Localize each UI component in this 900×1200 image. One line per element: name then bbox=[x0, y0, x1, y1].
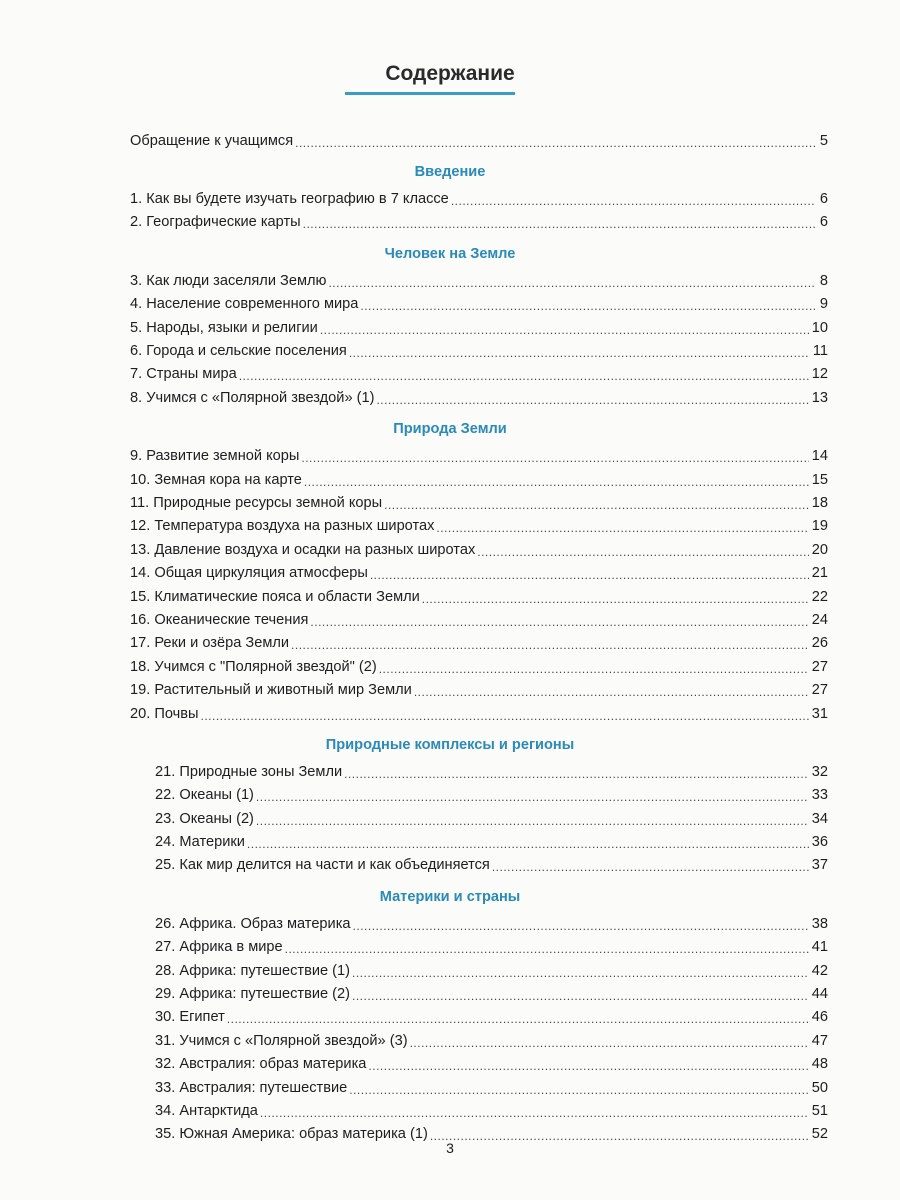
toc-section bbox=[0, 152, 900, 234]
toc-entry-page: 52 bbox=[811, 1126, 828, 1143]
toc-entry-label: 15. Климатические пояса и области Земли bbox=[130, 588, 420, 605]
dot-leader bbox=[368, 1060, 808, 1072]
toc-entry[interactable] bbox=[130, 293, 828, 316]
toc-entry[interactable] bbox=[155, 1099, 828, 1122]
toc-entry-page: 13 bbox=[811, 389, 828, 406]
toc-entry-label: 19. Растительный и животный мир Земли bbox=[130, 682, 412, 699]
dot-leader bbox=[285, 943, 809, 955]
toc-entry[interactable] bbox=[130, 491, 828, 514]
dot-leader bbox=[477, 546, 809, 558]
dot-leader bbox=[410, 1037, 809, 1049]
toc-entry-page: 37 bbox=[811, 857, 828, 874]
toc-entry-label: 34. Антарктида bbox=[155, 1102, 258, 1119]
toc-entry-page: 5 bbox=[819, 132, 828, 149]
dot-leader bbox=[379, 663, 809, 675]
toc-entry[interactable] bbox=[155, 854, 828, 877]
toc-entry[interactable] bbox=[155, 1006, 828, 1029]
toc-section bbox=[0, 410, 900, 726]
toc-entry[interactable] bbox=[130, 211, 828, 234]
toc-entry-label: Обращение к учащимся bbox=[130, 132, 294, 149]
toc-entry-label: 28. Африка: путешествие (1) bbox=[155, 962, 350, 979]
toc-entry-page: 27 bbox=[811, 682, 828, 699]
dot-leader bbox=[247, 838, 809, 850]
toc-entry-label: 27. Африка в мире bbox=[155, 939, 283, 956]
toc-entry-page: 11 bbox=[812, 343, 828, 360]
dot-leader bbox=[295, 137, 815, 149]
toc-entry-label: 29. Африка: путешествие (2) bbox=[155, 986, 350, 1003]
toc-entry-page: 18 bbox=[811, 494, 828, 511]
dot-leader bbox=[239, 370, 809, 382]
toc-entry-page: 51 bbox=[811, 1102, 828, 1119]
title-underline bbox=[345, 92, 515, 95]
toc-entry[interactable] bbox=[130, 561, 828, 584]
toc-entry[interactable] bbox=[130, 515, 828, 538]
toc-entry[interactable] bbox=[130, 585, 828, 608]
dot-leader bbox=[227, 1013, 809, 1025]
toc-entry-page: 10 bbox=[811, 319, 828, 336]
dot-leader bbox=[370, 569, 809, 581]
toc-entry-label: 18. Учимся с "Полярной звездой" (2) bbox=[130, 658, 377, 675]
toc-entry-page: 41 bbox=[811, 939, 828, 956]
toc-entry-page: 47 bbox=[811, 1032, 828, 1049]
section-heading: Природа Земли bbox=[393, 421, 507, 438]
dot-leader bbox=[301, 452, 808, 464]
dot-leader bbox=[344, 768, 809, 780]
toc-entry[interactable] bbox=[155, 1029, 828, 1052]
dot-leader bbox=[310, 616, 808, 628]
toc-entry[interactable] bbox=[130, 363, 828, 386]
toc-entry[interactable] bbox=[130, 538, 828, 561]
toc-entry-page: 32 bbox=[811, 763, 828, 780]
toc-entry-page: 24 bbox=[811, 611, 828, 628]
toc-entry[interactable] bbox=[130, 608, 828, 631]
toc-entry-page: 15 bbox=[811, 471, 828, 488]
dot-leader bbox=[451, 195, 815, 207]
section-heading: Введение bbox=[414, 163, 486, 180]
dot-leader bbox=[352, 990, 809, 1002]
toc-section bbox=[0, 725, 900, 877]
toc-entry-label: 4. Население современного мира bbox=[130, 296, 359, 313]
dot-leader bbox=[200, 710, 808, 722]
toc-entry-page: 42 bbox=[811, 962, 828, 979]
dot-leader bbox=[256, 815, 809, 827]
toc-entry[interactable] bbox=[155, 830, 828, 853]
dot-leader bbox=[256, 791, 809, 803]
toc-entry[interactable] bbox=[130, 339, 828, 362]
toc-section bbox=[0, 234, 900, 409]
toc-entry-label: 9. Развитие земной коры bbox=[130, 448, 300, 465]
toc-entry-label: 13. Давление воздуха и осадки на разных широтах bbox=[130, 541, 476, 558]
toc-entry[interactable] bbox=[130, 386, 828, 409]
toc-entry[interactable] bbox=[130, 187, 828, 210]
toc-entry-label: 35. Южная Америка: образ материка (1) bbox=[155, 1126, 428, 1143]
toc-entry-page: 14 bbox=[811, 448, 828, 465]
toc-entry-page: 36 bbox=[811, 834, 828, 851]
toc-entry[interactable] bbox=[155, 912, 828, 935]
dot-leader bbox=[304, 476, 809, 488]
toc-entry-label: 7. Страны мира bbox=[130, 366, 237, 383]
dot-leader bbox=[422, 593, 809, 605]
toc-entry-label: 31. Учимся с «Полярной звездой» (3) bbox=[155, 1032, 408, 1049]
section-heading: Человек на Земле bbox=[384, 245, 516, 262]
dot-leader bbox=[360, 300, 815, 312]
toc-entry-page: 21 bbox=[811, 565, 828, 582]
toc-entry-page: 8 bbox=[819, 272, 828, 289]
toc-entry-page: 33 bbox=[811, 787, 828, 804]
dot-leader bbox=[303, 218, 815, 230]
dot-leader bbox=[349, 347, 810, 359]
toc-entry-label: 11. Природные ресурсы земной коры bbox=[130, 494, 383, 511]
toc-entry[interactable] bbox=[130, 678, 828, 701]
table-of-contents bbox=[0, 129, 900, 1146]
toc-entry-label: 21. Природные зоны Земли bbox=[155, 763, 343, 780]
section-heading: Материки и страны bbox=[379, 888, 521, 905]
toc-entry-page: 44 bbox=[811, 986, 828, 1003]
toc-entry[interactable] bbox=[155, 959, 828, 982]
dot-leader bbox=[353, 920, 809, 932]
section-heading: Природные комплексы и регионы bbox=[325, 736, 575, 753]
dot-leader bbox=[352, 967, 809, 979]
toc-entry[interactable] bbox=[130, 655, 828, 678]
toc-entry[interactable] bbox=[155, 1053, 828, 1076]
dot-leader bbox=[260, 1107, 809, 1119]
toc-entry-page: 6 bbox=[819, 191, 828, 208]
dot-leader bbox=[492, 861, 809, 873]
dot-leader bbox=[436, 522, 808, 534]
toc-entry-label: 6. Города и сельские поселения bbox=[130, 343, 347, 360]
toc-entry-label: 3. Как люди заселяли Землю bbox=[130, 272, 327, 289]
dot-leader bbox=[349, 1084, 809, 1096]
toc-entry-page: 27 bbox=[811, 658, 828, 675]
toc-entry-page: 19 bbox=[811, 518, 828, 535]
toc-entry-label: 30. Египет bbox=[155, 1009, 225, 1026]
dot-leader bbox=[320, 324, 809, 336]
dot-leader bbox=[291, 639, 809, 651]
dot-leader bbox=[414, 686, 809, 698]
dot-leader bbox=[376, 394, 808, 406]
toc-entry-label: 2. Географические карты bbox=[130, 214, 301, 231]
toc-entry-label: 25. Как мир делится на части и как объединяется bbox=[155, 857, 490, 874]
toc-entry[interactable] bbox=[155, 784, 828, 807]
toc-section bbox=[0, 877, 900, 1146]
toc-entry-label: 26. Африка. Образ материка bbox=[155, 915, 351, 932]
toc-entry-page: 9 bbox=[819, 296, 828, 313]
toc-entry-label: 17. Реки и озёра Земли bbox=[130, 635, 290, 652]
toc-entry-label: 5. Народы, языки и религии bbox=[130, 319, 318, 336]
toc-entry[interactable] bbox=[155, 1076, 828, 1099]
toc-entry-page: 50 bbox=[811, 1079, 828, 1096]
toc-entry[interactable] bbox=[155, 982, 828, 1005]
toc-entry-label: 32. Австралия: образ материка bbox=[155, 1056, 367, 1073]
toc-entry-label: 24. Материки bbox=[155, 834, 245, 851]
toc-entry[interactable] bbox=[130, 632, 828, 655]
toc-entry[interactable] bbox=[130, 468, 828, 491]
toc-entry-label: 22. Океаны (1) bbox=[155, 787, 254, 804]
toc-entry-page: 31 bbox=[811, 705, 828, 722]
toc-entry-label: 10. Земная кора на карте bbox=[130, 471, 302, 488]
toc-entry[interactable] bbox=[155, 807, 828, 830]
toc-entry-page: 20 bbox=[811, 541, 828, 558]
toc-entry-page: 48 bbox=[811, 1056, 828, 1073]
toc-entry-label: 16. Океанические течения bbox=[130, 611, 309, 628]
toc-entry-label: 33. Австралия: путешествие bbox=[155, 1079, 348, 1096]
page-number: 3 bbox=[446, 1140, 454, 1156]
toc-entry-page: 34 bbox=[811, 810, 828, 827]
page-title: Содержание bbox=[385, 62, 515, 85]
toc-entry-label: 12. Температура воздуха на разных широтах bbox=[130, 518, 435, 535]
toc-entry-label: 14. Общая циркуляция атмосферы bbox=[130, 565, 368, 582]
toc-intro-row[interactable] bbox=[130, 129, 828, 152]
dot-leader bbox=[328, 277, 815, 289]
toc-entry-page: 38 bbox=[811, 915, 828, 932]
dot-leader bbox=[384, 499, 809, 511]
toc-entry[interactable] bbox=[130, 702, 828, 725]
toc-entry[interactable] bbox=[130, 269, 828, 292]
toc-entry-page: 46 bbox=[811, 1009, 828, 1026]
toc-entry-page: 12 bbox=[811, 366, 828, 383]
toc-entry-label: 1. Как вы будете изучать географию в 7 классе bbox=[130, 191, 449, 208]
toc-entry[interactable] bbox=[155, 760, 828, 783]
toc-entry-label: 20. Почвы bbox=[130, 705, 199, 722]
toc-entry-page: 22 bbox=[811, 588, 828, 605]
toc-entry-label: 8. Учимся с «Полярной звездой» (1) bbox=[130, 389, 375, 406]
toc-entry-page: 6 bbox=[819, 214, 828, 231]
toc-entry-label: 23. Океаны (2) bbox=[155, 810, 254, 827]
toc-entry[interactable] bbox=[130, 445, 828, 468]
toc-entry[interactable] bbox=[130, 316, 828, 339]
toc-entry-page: 26 bbox=[811, 635, 828, 652]
toc-entry[interactable] bbox=[155, 936, 828, 959]
